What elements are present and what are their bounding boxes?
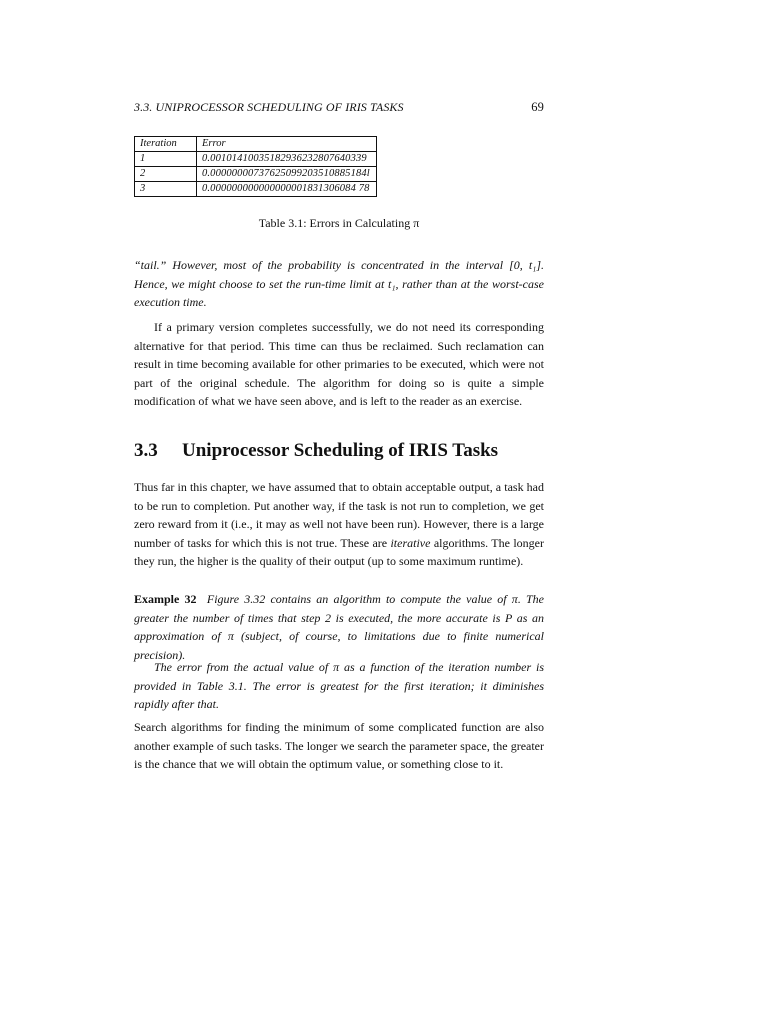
section-number: 3.3 (134, 440, 158, 461)
table-cell-iteration: 2 (135, 167, 197, 182)
table-cell-iteration: 1 (135, 152, 197, 167)
paragraph-text: Thus far in this chapter, we have assumed that to obtain acceptable output, a task had to be run to completion. Put another way, if the task is not run to completion, we get zero reward from it (i.e., it may as well not have been run). However, there is a large number of tasks for which this is not true. These are (134, 480, 544, 550)
paragraph-tail: “tail.” However, most of the probability is concentrated in the interval [0, t₁]. Hence, we might choose to set the run-time limit at t₁, rather than at the worst-case execution time. (134, 258, 544, 309)
section-heading (134, 440, 544, 462)
paragraph-iterative (134, 478, 544, 571)
section-title: Uniprocessor Scheduling of IRIS Tasks (182, 440, 499, 461)
table-row (135, 167, 377, 182)
table-row (135, 152, 377, 167)
paragraph-reclamation: If a primary version completes successfully, we do not need its corresponding alternative for that period. This time can thus be reclaimed. Such reclamation can result in time becoming available for other primaries to be executed, which were not part of the original schedule. The algorithm for doing so is quite a simple modification of what we have seen above, and is left to the reader as an exercise. (134, 320, 544, 408)
example-text: Figure 3.32 contains an algorithm to compute the value of π. The greater the number of times that step 2 is executed, the more accurate is P as an approximation of π (subject, of course, to limitations due to finite numerical precision). (134, 592, 544, 662)
paragraph-text: algorithms. The longer they run, the higher is the quality of their output (up to some maximum runtime). (134, 535, 544, 568)
table-cell-iteration: 3 (135, 182, 197, 197)
example-paragraph (134, 590, 544, 664)
table-row (135, 182, 377, 197)
running-head (134, 100, 544, 115)
table-caption: Table 3.1: Errors in Calculating π (258, 216, 420, 230)
table-cell-error: 0.000000000000000001831306084 78 (197, 182, 377, 197)
example-paragraph-error: The error from the actual value of π as a function of the iteration number is provided in Table 3.1. The error is greatest for the first iteration; it diminishes rapidly after that. (134, 660, 544, 711)
errors-table (134, 136, 377, 197)
emphasis-iterative: iterative (390, 535, 431, 550)
running-head-title: 3.3. UNIPROCESSOR SCHEDULING OF IRIS TASKS (134, 100, 404, 114)
page-number: 69 (531, 100, 544, 114)
paragraph-search: Search algorithms for finding the minimum of some complicated function are also another example of such tasks. The longer we search the parameter space, the greater is the chance that we will obtain the optimum value, or something close to it. (134, 720, 544, 771)
table-header-iteration: Iteration (135, 137, 197, 152)
table-header-row (135, 137, 377, 152)
table-header-error: Error (197, 137, 377, 152)
example-label: Example 32 (134, 592, 197, 606)
table-cell-error: 0.00000000737625099203510885184l (197, 167, 377, 182)
table-cell-error: 0.00101410035182936232807640339 (197, 152, 377, 167)
